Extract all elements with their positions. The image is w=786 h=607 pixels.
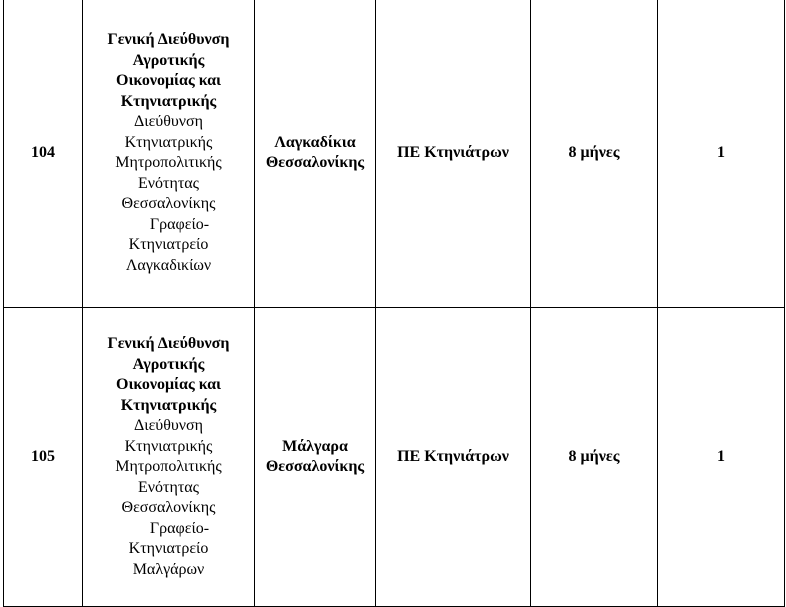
agency-line: Γενική Διεύθυνση — [107, 31, 230, 48]
department-line: Μητροπολιτικής — [115, 458, 222, 475]
location-cell — [255, 0, 376, 308]
specialty-cell: ΠΕ Κτηνιάτρων — [376, 0, 531, 308]
location-line: Θεσσαλονίκης — [265, 458, 365, 475]
department-line: Μαλγάρων — [132, 560, 205, 578]
department-line: Κτηνιατρικής — [124, 437, 213, 455]
department-line: Μητροπολιτικής — [115, 154, 222, 171]
table-row — [4, 308, 785, 607]
agency-line: Κτηνιατρικής — [120, 92, 217, 110]
department-line: Θεσσαλονίκης — [121, 499, 216, 516]
department-line: Λαγκαδικίων — [125, 256, 212, 274]
agency-line: Αγροτικής — [132, 355, 205, 373]
agency-line: Οικονομίας και — [116, 376, 221, 393]
positions-table — [3, 0, 785, 607]
location-cell — [255, 308, 376, 607]
count-cell: 1 — [658, 0, 785, 308]
department-line: Κτηνιατρείο — [128, 540, 209, 557]
table-row — [4, 0, 785, 308]
department-line: Θεσσαλονίκης — [121, 195, 216, 212]
location-line: Θεσσαλονίκης — [265, 154, 365, 171]
agency-cell — [83, 0, 255, 308]
department-line: Ενότητας — [138, 174, 199, 192]
duration-cell: 8 μήνες — [531, 0, 658, 308]
department-line: Γραφείο- — [149, 215, 210, 233]
agency-line: Αγροτικής — [132, 51, 205, 69]
count-cell: 1 — [658, 308, 785, 607]
duration-cell: 8 μήνες — [531, 308, 658, 607]
position-number: 104 — [4, 0, 83, 308]
department-line: Κτηνιατρείο — [128, 236, 209, 253]
department-line: Κτηνιατρικής — [124, 133, 213, 151]
agency-line: Γενική Διεύθυνση — [107, 335, 230, 352]
agency-cell — [83, 308, 255, 607]
department-line: Γραφείο- — [149, 519, 210, 537]
department-line: Διεύθυνση — [133, 113, 204, 130]
location-line: Λαγκαδίκια — [274, 133, 356, 151]
department-line: Διεύθυνση — [133, 417, 204, 434]
position-number: 105 — [4, 308, 83, 607]
agency-line: Κτηνιατρικής — [120, 396, 217, 414]
department-line: Ενότητας — [138, 478, 199, 496]
specialty-cell: ΠΕ Κτηνιάτρων — [376, 308, 531, 607]
location-line: Μάλγαρα — [282, 437, 348, 455]
agency-line: Οικονομίας και — [116, 72, 221, 89]
